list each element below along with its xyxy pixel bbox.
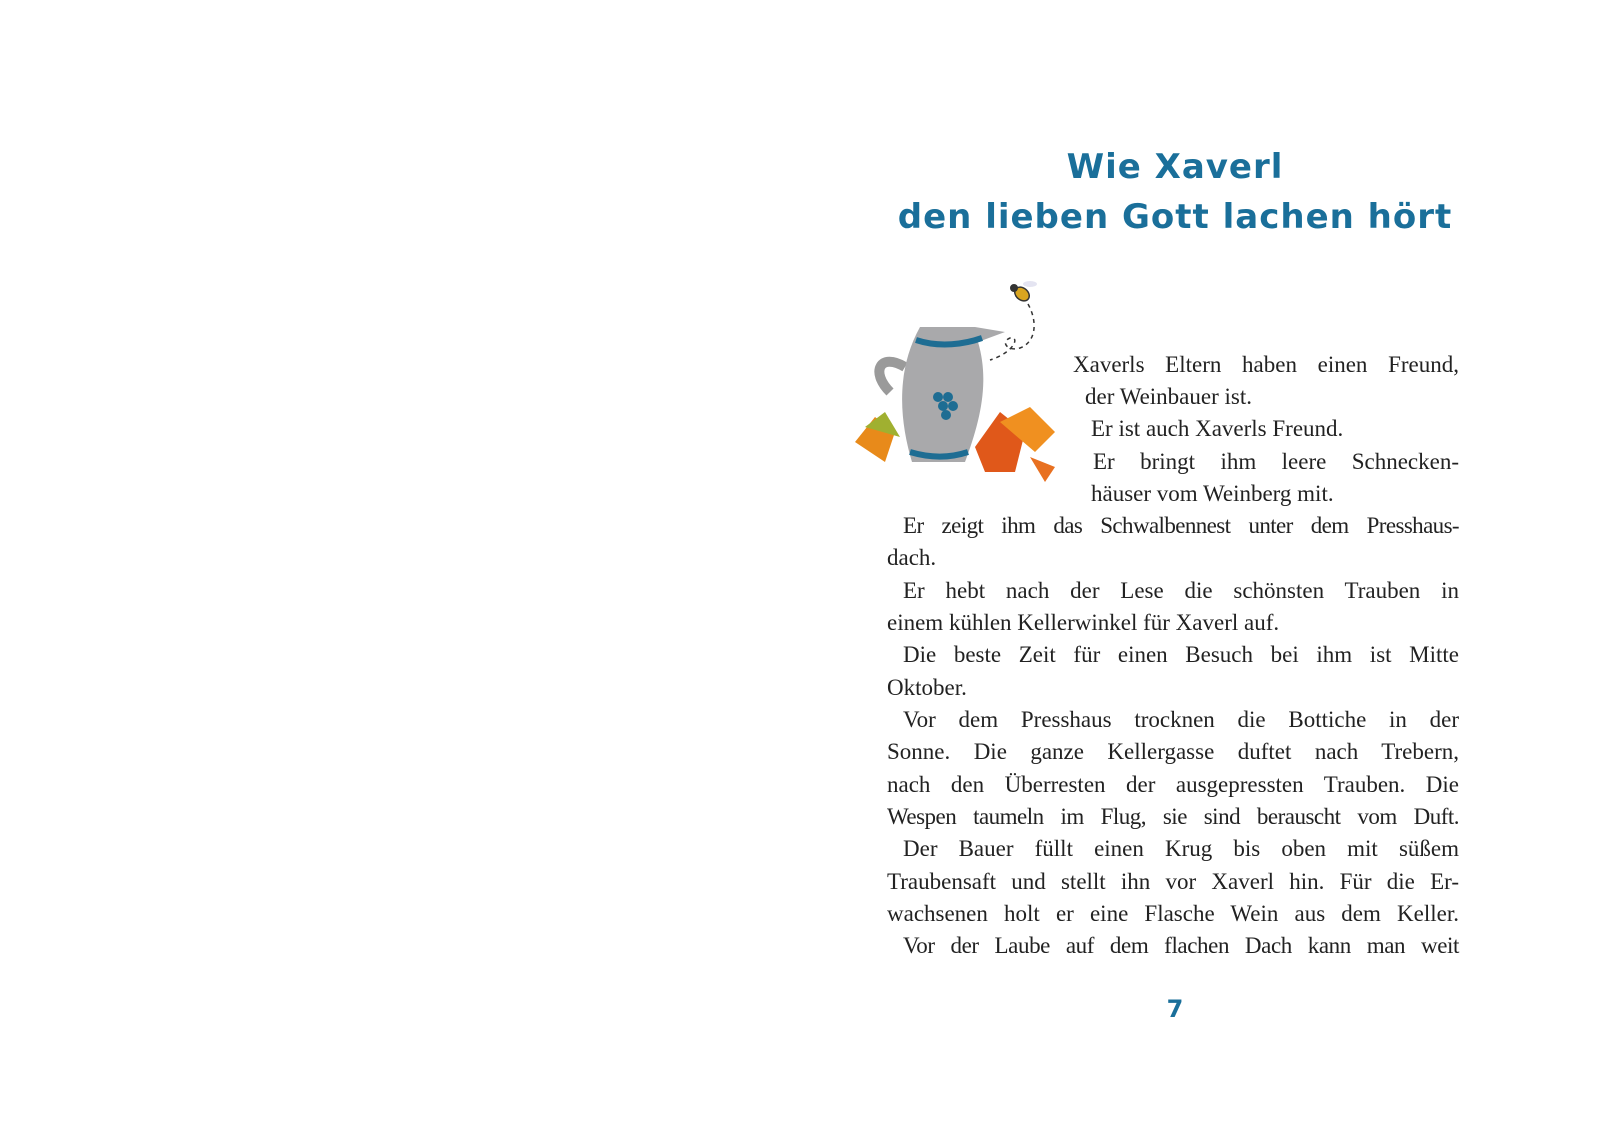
text-line: Die beste Zeit für einen Besuch bei ihm ist Mitte xyxy=(903,642,1459,667)
chapter-title-line-1: Wie Xaverl xyxy=(1066,147,1284,187)
text-line: einem kühlen Kellerwinkel für Xaverl auf. xyxy=(887,610,1280,635)
text-line: Wespen taumeln im Flug, sie sind berauscht vom Duft. xyxy=(887,804,1459,829)
text-line: Xaverls Eltern haben einen Freund, xyxy=(1073,352,1459,377)
text-line: wachsenen holt er eine Flasche Wein aus dem Keller. xyxy=(887,901,1459,926)
chapter-title-line-2: den lieben Gott lachen hört xyxy=(897,197,1453,237)
text-line: Er bringt ihm leere Schnecken- xyxy=(1093,449,1459,474)
text-line: Traubensaft und stellt ihn vor Xaverl hin. Für die Er- xyxy=(887,869,1459,894)
jug-with-bee-and-vine-leaves-icon xyxy=(850,272,1065,487)
text-line: der Weinbauer ist. xyxy=(1085,384,1252,409)
text-line: Er zeigt ihm das Schwalbennest unter dem Presshaus- xyxy=(903,513,1459,538)
text-line: Der Bauer füllt einen Krug bis oben mit süßem xyxy=(903,836,1459,861)
bee-icon xyxy=(1010,281,1037,304)
text-line: Er ist auch Xaverls Freund. xyxy=(1091,416,1344,441)
page-number: 7 xyxy=(1166,995,1184,1023)
text-line: häuser vom Weinberg mit. xyxy=(1091,481,1334,506)
text-line: Vor der Laube auf dem flachen Dach kann man weit xyxy=(903,933,1459,958)
text-line: Sonne. Die ganze Kellergasse duftet nach Trebern, xyxy=(887,739,1459,764)
text-line: Vor dem Presshaus trocknen die Bottiche in der xyxy=(903,707,1459,732)
text-line: nach den Überresten der ausgepressten Trauben. Die xyxy=(887,772,1459,797)
text-line: dach. xyxy=(887,545,937,570)
text-line: Er hebt nach der Lese die schönsten Trauben in xyxy=(903,578,1459,603)
text-line: Oktober. xyxy=(887,675,967,700)
